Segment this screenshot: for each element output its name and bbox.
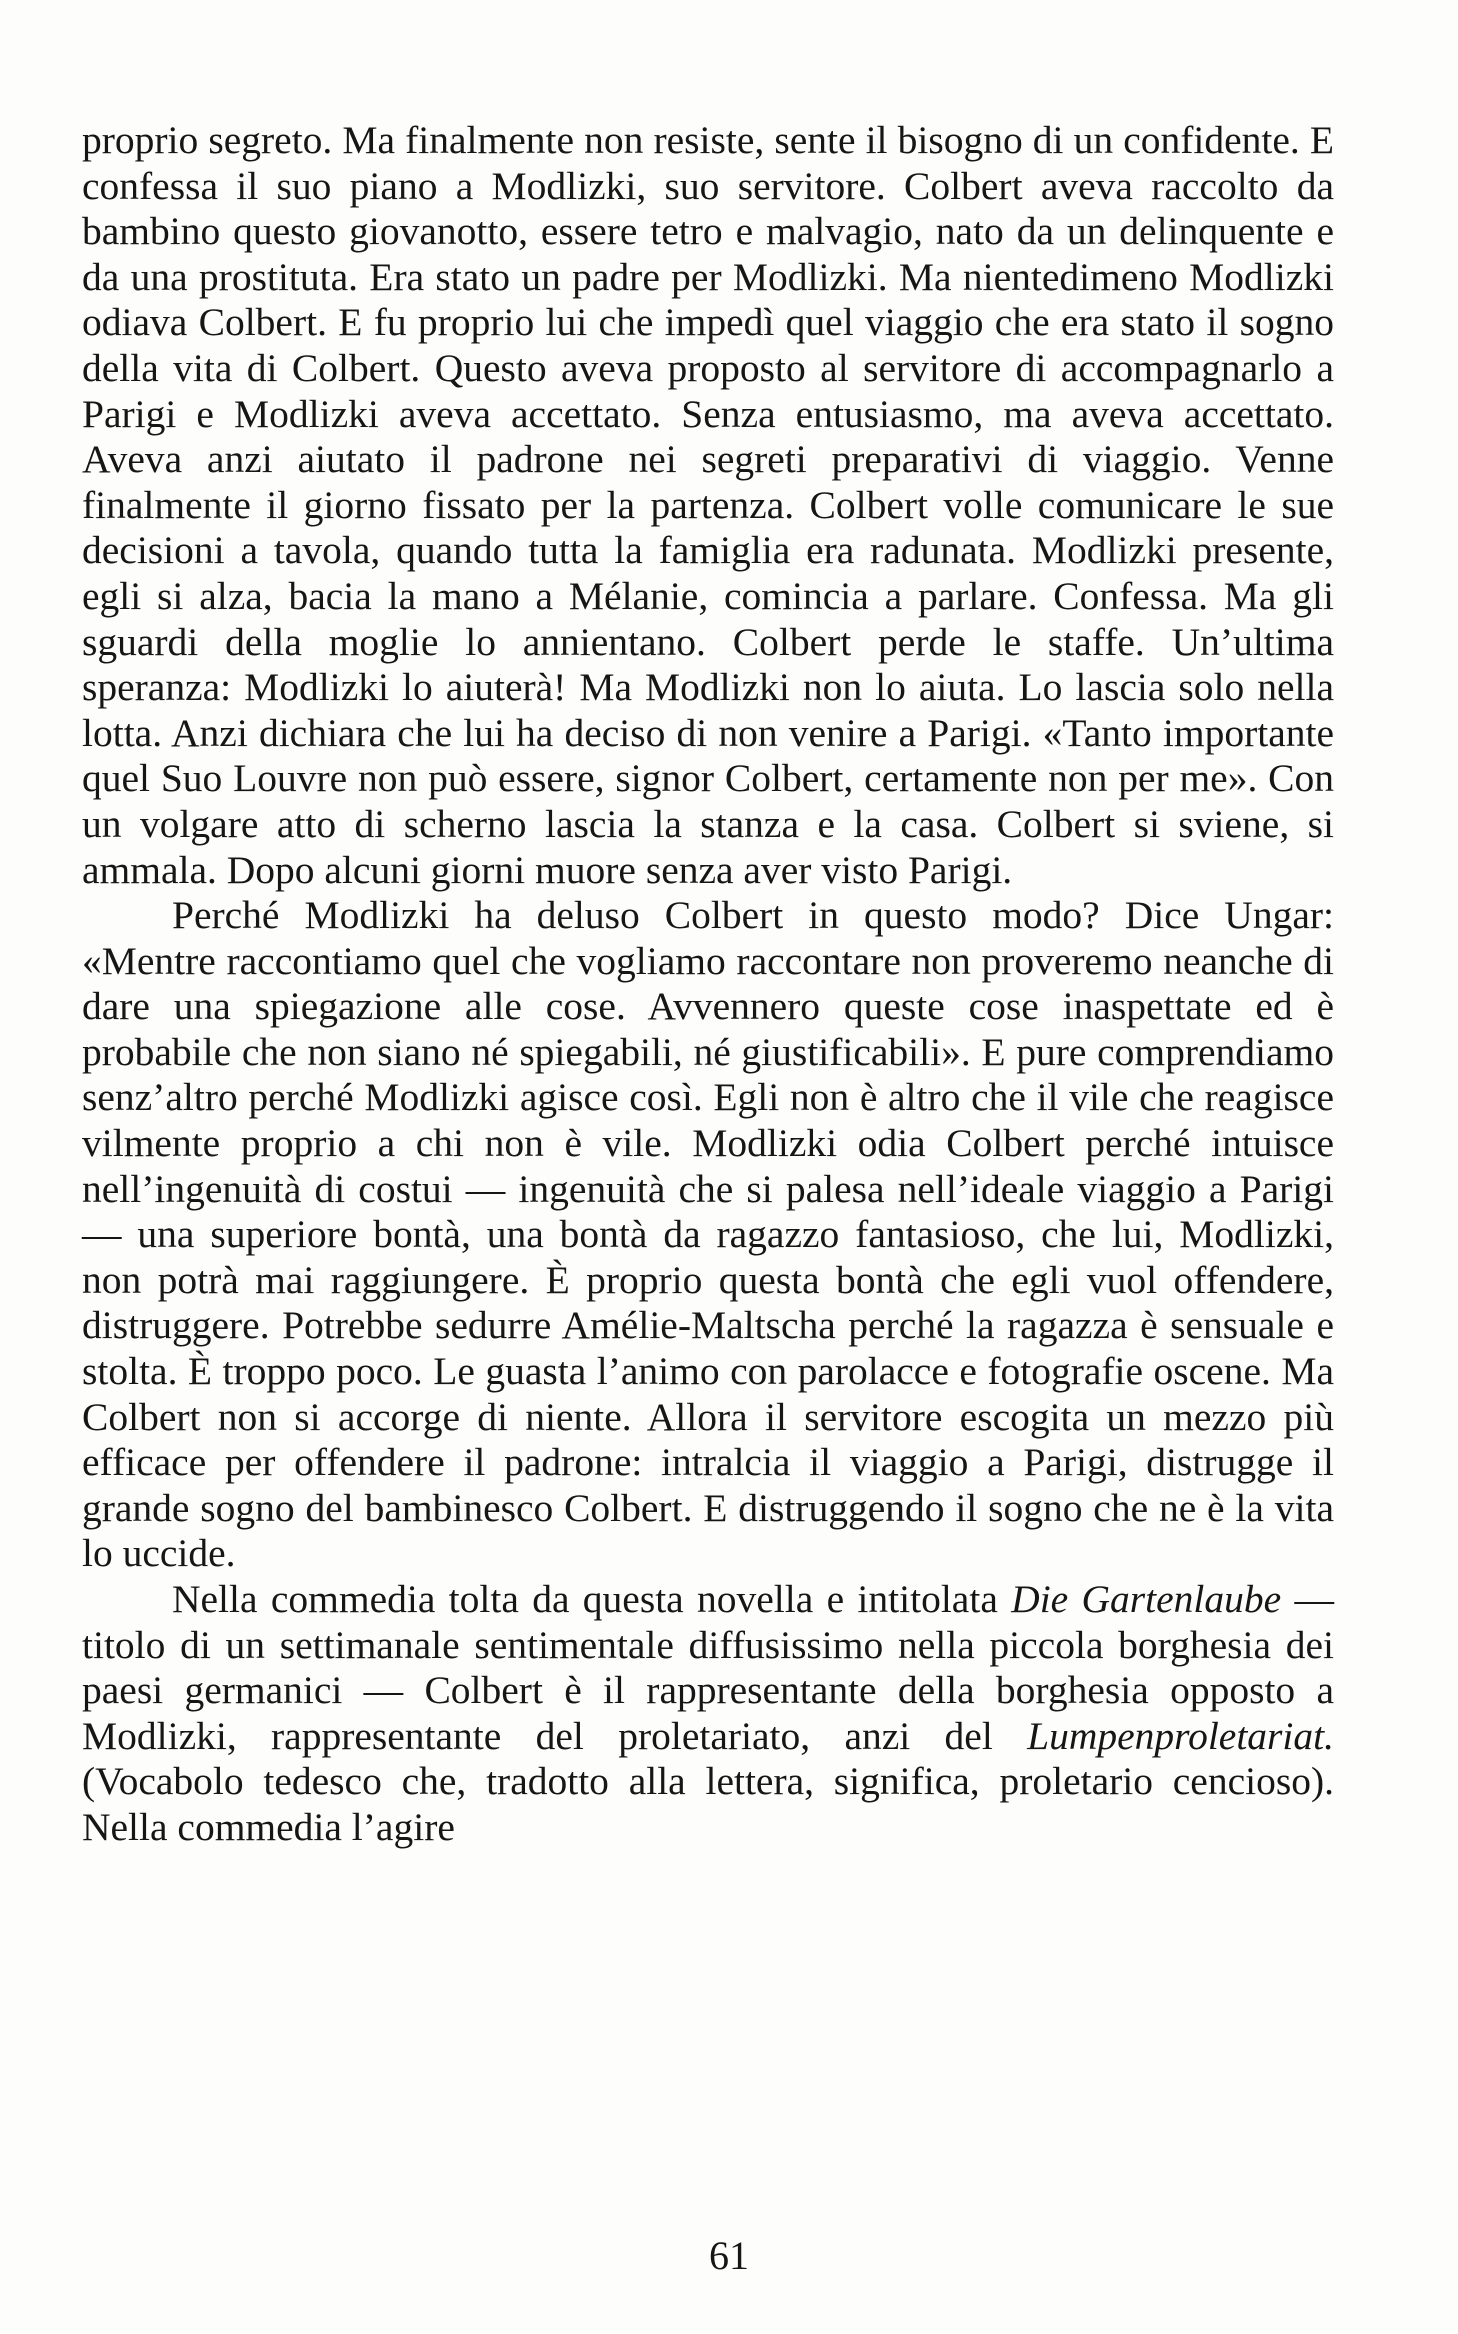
italic-title-die-gartenlaube: Die Gartenlaube xyxy=(1011,1577,1282,1621)
paragraph-3-text-a: Nella commedia tolta da questa novella e intitolata xyxy=(172,1577,1012,1621)
paragraph-3-text-b: — titolo di un settimanale sentimentale diffusissimo nella piccola borghesia dei paesi germanici — Colbert è il rappresentante della borghesia opposto a Modlizki, rappresentante del proletariato, anzi del xyxy=(82,1577,1334,1758)
italic-term-lumpenproletariat: Lumpenproletariat. xyxy=(1027,1713,1334,1758)
paragraph-2-text: Perché Modlizki ha deluso Colbert in questo modo? Dice Ungar: «Mentre raccontiamo quel che vogliamo raccontare non proveremo neanche di dare una spiegazione alle cose. Avvennero queste cose inaspettate ed è probabile che non siano né spiegabili, né giustificabili». E pure comprendiamo senz’altro perché Modlizki agisce così. Egli non è altro che il vile che reagisce vilmente proprio a chi non è vile. Modlizki odia Colbert perché intuisce nell’ingenuità di costui — ingenuità che si palesa nell’ideale viaggio a Parigi — una superiore bontà, una bontà da ragazzo fantasioso, che lui, Modlizki, non potrà mai raggiungere. È proprio questa bontà che egli vuol offendere, distruggere. Potrebbe sedurre Amélie-Maltscha perché la ragazza è sensuale e stolta. È troppo poco. Le guasta l’animo con parolacce e fotografie oscene. Ma Colbert non si accorge di niente. Allora il servitore escogita un mezzo più efficace per offendere il padrone: intralcia il viaggio a Parigi, distrugge il grande sogno del bambinesco Colbert. E distruggendo il sogno che ne è la vita lo uccide. xyxy=(82,893,1334,1576)
paragraph-2 xyxy=(82,893,1334,1577)
paragraph-1-text: proprio segreto. Ma finalmente non resiste, sente il bisogno di un confidente. E confessa il suo piano a Modlizki, suo servitore. Colbert aveva raccolto da bambino questo giovanotto, essere tetro e malvagio, nato da un delinquente e da una prostituta. Era stato un padre per Modlizki. Ma nientedimeno Modlizki odiava Colbert. E fu proprio lui che impedì quel viaggio che era stato il sogno della vita di Colbert. Questo aveva proposto al servitore di accompagnarlo a Parigi e Modlizki aveva accettato. Senza entusiasmo, ma aveva accettato. Aveva anzi aiutato il padrone nei segreti preparativi di viaggio. Venne finalmente il giorno fissato per la partenza. Colbert volle comunicare le sue decisioni a tavola, quando tutta la famiglia era radunata. Modlizki presente, egli si alza, bacia la mano a Mélanie, comincia a parlare. Confessa. Ma gli sguardi della moglie lo annientano. Colbert perde le staffe. Un’ultima speranza: Modlizki lo aiuterà! Ma Modlizki non lo aiuta. Lo lascia solo nella lotta. Anzi dichiara che lui ha deciso di non venire a Parigi. «Tanto importante quel Suo Louvre non può essere, signor Colbert, certamente non per me». Con un volgare atto di scherno lascia la stanza e la casa. Colbert si sviene, si ammala. Dopo alcuni giorni muore senza aver visto Parigi. xyxy=(82,118,1334,892)
paragraph-3-text-c: (Vocabolo tedesco che, tradotto alla lettera, significa, proletario cencioso). Nella commedia l’agire xyxy=(82,1759,1334,1849)
paragraph-3 xyxy=(82,1577,1334,1851)
page-number: 61 xyxy=(709,2233,749,2278)
paragraph-1 xyxy=(82,118,1334,893)
body-text xyxy=(82,118,1334,1851)
